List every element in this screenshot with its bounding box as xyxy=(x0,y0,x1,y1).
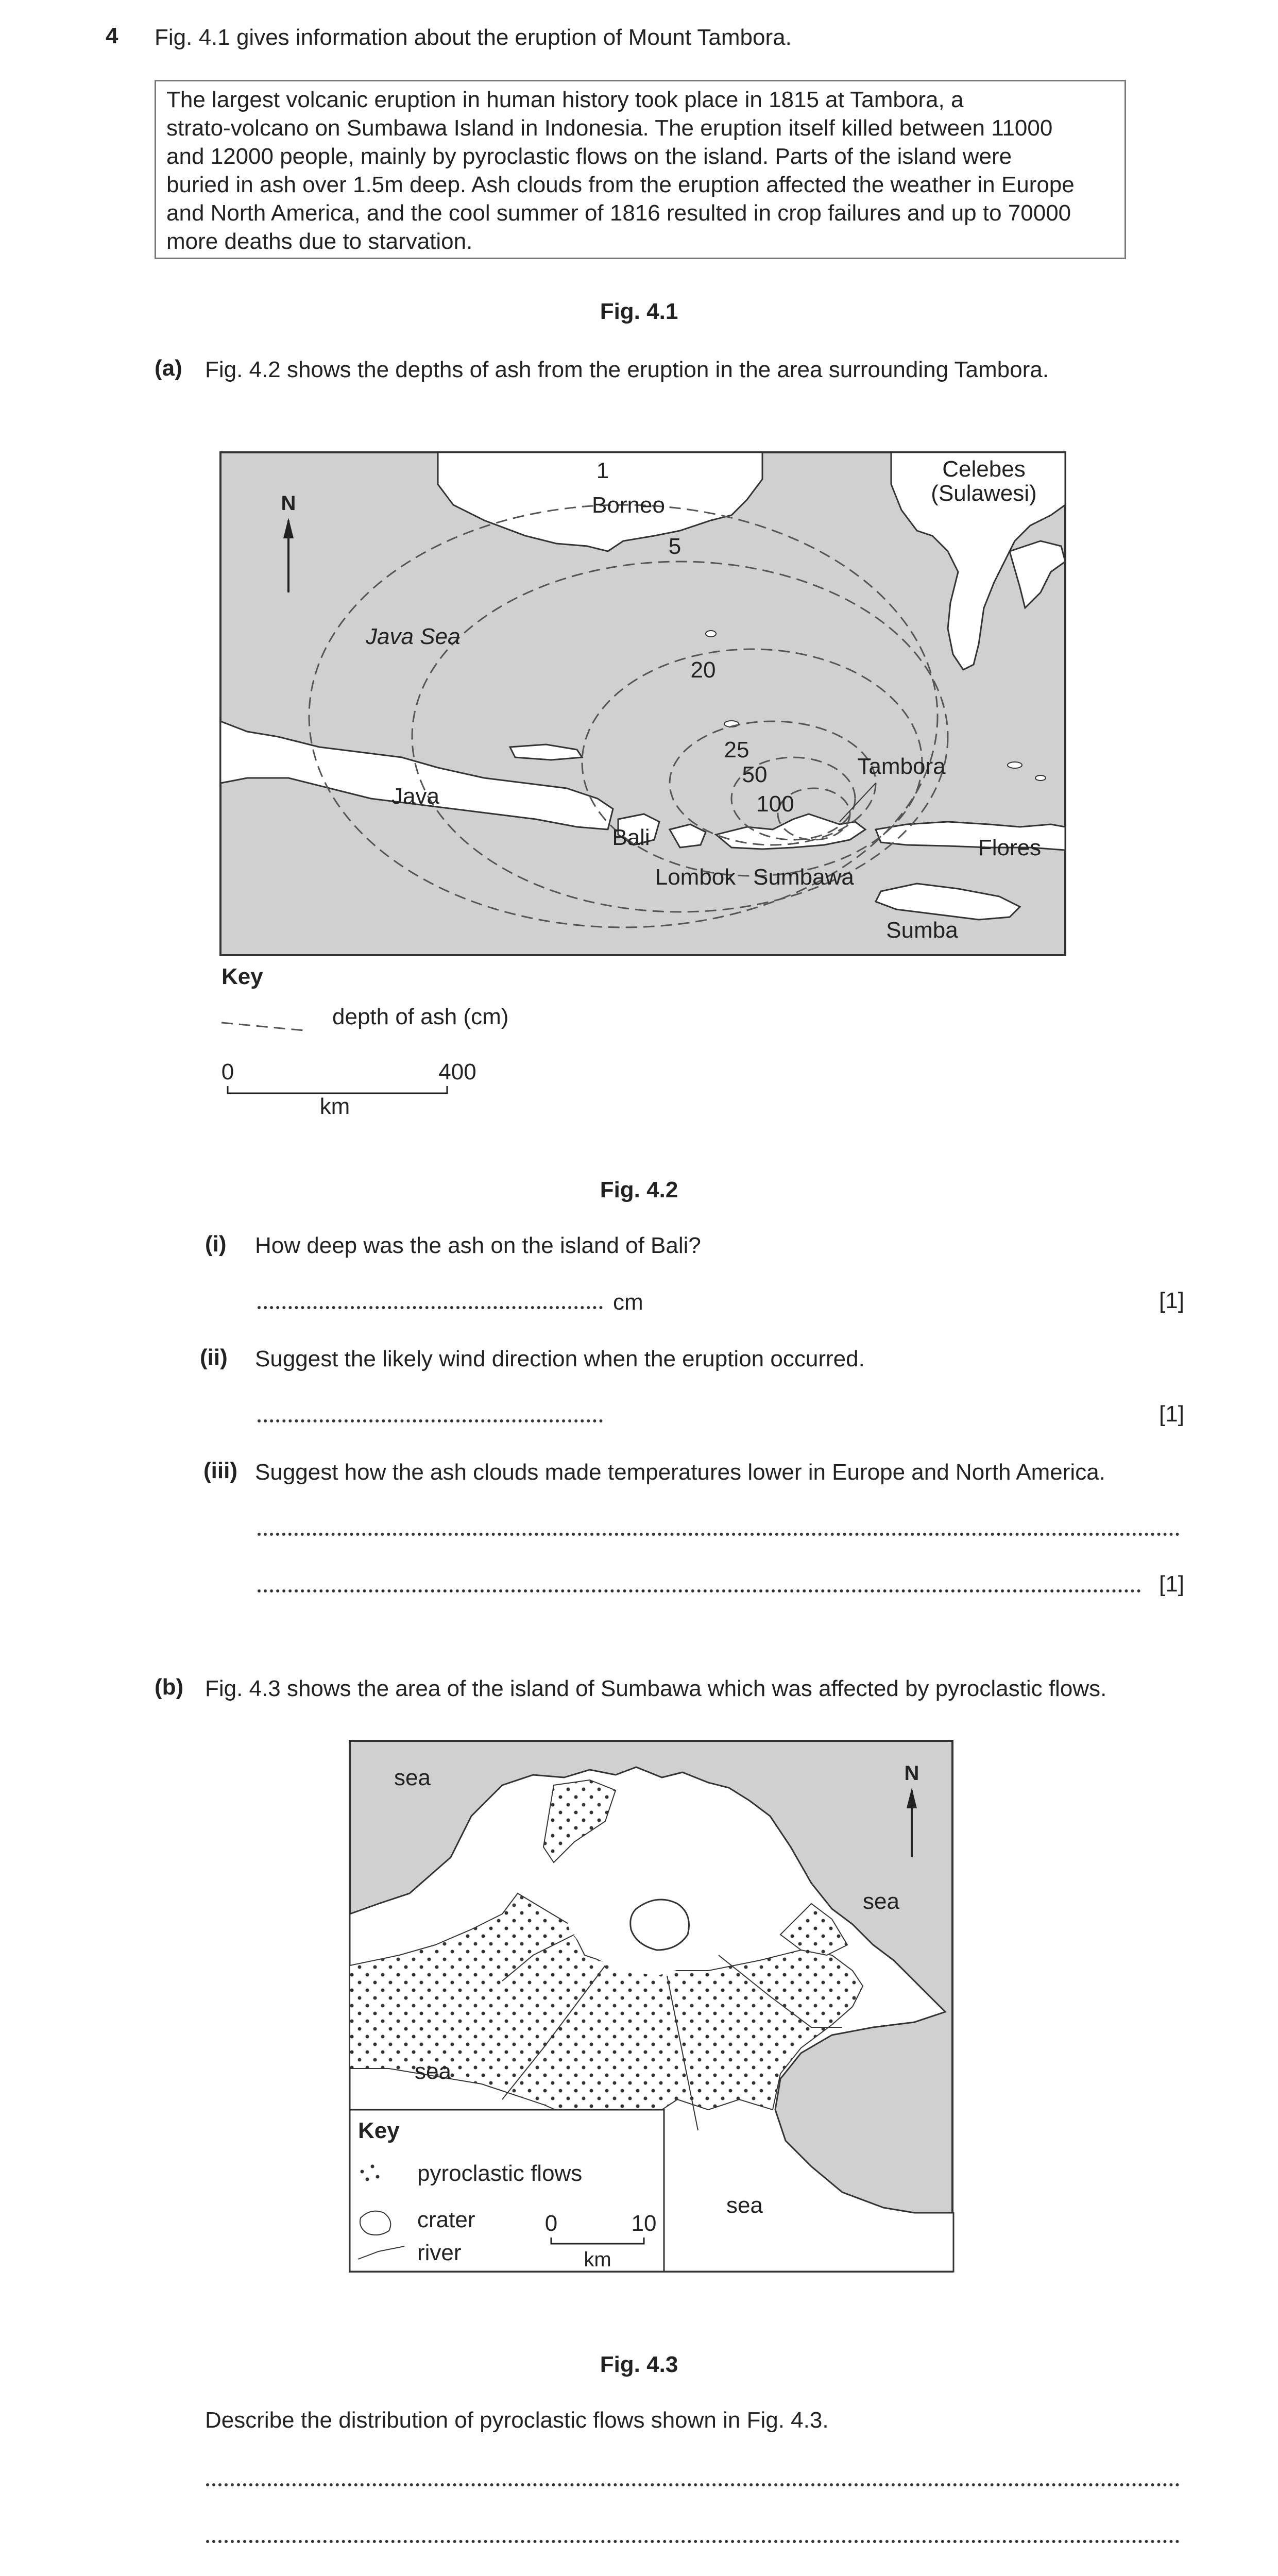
info-line: The largest volcanic eruption in human history took place in 1815 at Tambora, a xyxy=(166,87,964,112)
sub-ii-text: Suggest the likely wind direction when the eruption occurred. xyxy=(255,1346,865,1371)
key-isoline-label: depth of ash (cm) xyxy=(332,1004,509,1029)
key-title: Key xyxy=(358,2118,400,2143)
north-label: N xyxy=(904,1762,919,1785)
borneo-label: Borneo xyxy=(592,493,665,518)
mark-allocation: [1] xyxy=(1159,1288,1184,1313)
bali-label: Bali xyxy=(612,825,650,850)
small-island xyxy=(706,631,716,637)
key-crater-icon xyxy=(360,2211,390,2235)
scale-start: 0 xyxy=(221,1059,234,1084)
answer-line[interactable] xyxy=(258,1419,603,1422)
answer-line[interactable] xyxy=(258,1306,603,1309)
isoline-label-5: 5 xyxy=(668,534,681,559)
isoline-label-100: 100 xyxy=(756,791,794,817)
small-island xyxy=(1035,775,1046,781)
question-number: 4 xyxy=(106,23,118,48)
part-b-prompt: Describe the distribution of pyroclastic flows shown in Fig. 4.3. xyxy=(205,2408,829,2433)
answer-line[interactable] xyxy=(206,2540,1180,2543)
isoline-label-25: 25 xyxy=(724,737,749,762)
sub-ii-label: (ii) xyxy=(200,1345,228,1370)
key-isoline-sample xyxy=(221,1023,304,1030)
java-label: Java xyxy=(391,784,439,809)
sulawesi-label: (Sulawesi) xyxy=(931,481,1037,506)
info-line: more deaths due to starvation. xyxy=(166,229,473,254)
sea-label: sea xyxy=(726,2193,763,2218)
sumbawa-map xyxy=(348,1739,956,2275)
part-a-text: Fig. 4.2 shows the depths of ash from the eruption in the area surrounding Tambora. xyxy=(205,357,1049,382)
part-b-text: Fig. 4.3 shows the area of the island of Sumbawa which was affected by pyroclastic flows. xyxy=(205,1676,1107,1701)
scale-unit: km xyxy=(584,2248,611,2271)
isoline-label-1: 1 xyxy=(596,458,609,483)
fig-4-3-label: Fig. 4.3 xyxy=(600,2352,678,2377)
sea-label: sea xyxy=(863,1889,899,1914)
tambora-label: Tambora xyxy=(857,754,946,779)
celebes-label: Celebes xyxy=(942,456,1026,482)
lombok-label: Lombok xyxy=(655,865,736,890)
key-title: Key xyxy=(221,964,263,989)
scale-start: 0 xyxy=(544,2211,558,2236)
sea-label: sea xyxy=(415,2059,451,2084)
sumbawa-label: Sumbawa xyxy=(753,865,854,890)
sub-iii-text: Suggest how the ash clouds made temperatures lower in Europe and North America. xyxy=(255,1460,1105,1485)
answer-line[interactable] xyxy=(258,1533,1180,1536)
info-line: strato-volcano on Sumbawa Island in Indonesia. The eruption itself killed between 11000 xyxy=(166,115,1053,141)
question-intro: Fig. 4.1 gives information about the eruption of Mount Tambora. xyxy=(155,25,792,50)
mark-allocation: [1] xyxy=(1159,1401,1184,1427)
part-b-label: (b) xyxy=(155,1674,184,1700)
key-river-label: river xyxy=(417,2240,462,2265)
sub-i-unit: cm xyxy=(613,1290,643,1315)
isoline-label-20: 20 xyxy=(690,657,716,683)
mark-allocation: [1] xyxy=(1159,1571,1184,1597)
scale-bar xyxy=(228,1086,447,1093)
key-crater-label: crater xyxy=(417,2207,475,2232)
north-label: N xyxy=(281,492,296,515)
info-line: and 12000 people, mainly by pyroclastic flows on the island. Parts of the island were xyxy=(166,144,1012,169)
java-sea-label: Java Sea xyxy=(366,624,461,649)
fig-4-1-label: Fig. 4.1 xyxy=(600,299,678,324)
scale-end: 400 xyxy=(438,1059,476,1084)
part-a-label: (a) xyxy=(155,355,182,381)
sea-label: sea xyxy=(394,1765,431,1790)
small-island xyxy=(1008,762,1022,768)
flores-label: Flores xyxy=(978,835,1042,860)
crater-icon xyxy=(631,1900,689,1950)
sub-i-label: (i) xyxy=(205,1231,227,1257)
answer-line[interactable] xyxy=(206,2483,1180,2486)
sub-i-text: How deep was the ash on the island of Bali? xyxy=(255,1233,701,1258)
info-line: buried in ash over 1.5m deep. Ash clouds from the eruption affected the weather in Europe xyxy=(166,172,1075,197)
scale-unit: km xyxy=(319,1094,350,1118)
key-pyroclastic-label: pyroclastic flows xyxy=(417,2161,583,2186)
fig-4-2-label: Fig. 4.2 xyxy=(600,1177,678,1202)
ash-depth-map xyxy=(216,448,1071,1118)
sumba-label: Sumba xyxy=(886,918,958,943)
info-box xyxy=(155,80,1126,259)
isoline-label-50: 50 xyxy=(742,762,768,787)
info-line: and North America, and the cool summer of 1816 resulted in crop failures and up to 70000 xyxy=(166,200,1071,226)
answer-line[interactable] xyxy=(258,1589,1141,1592)
sub-iii-label: (iii) xyxy=(203,1458,237,1483)
scale-end: 10 xyxy=(631,2211,657,2236)
